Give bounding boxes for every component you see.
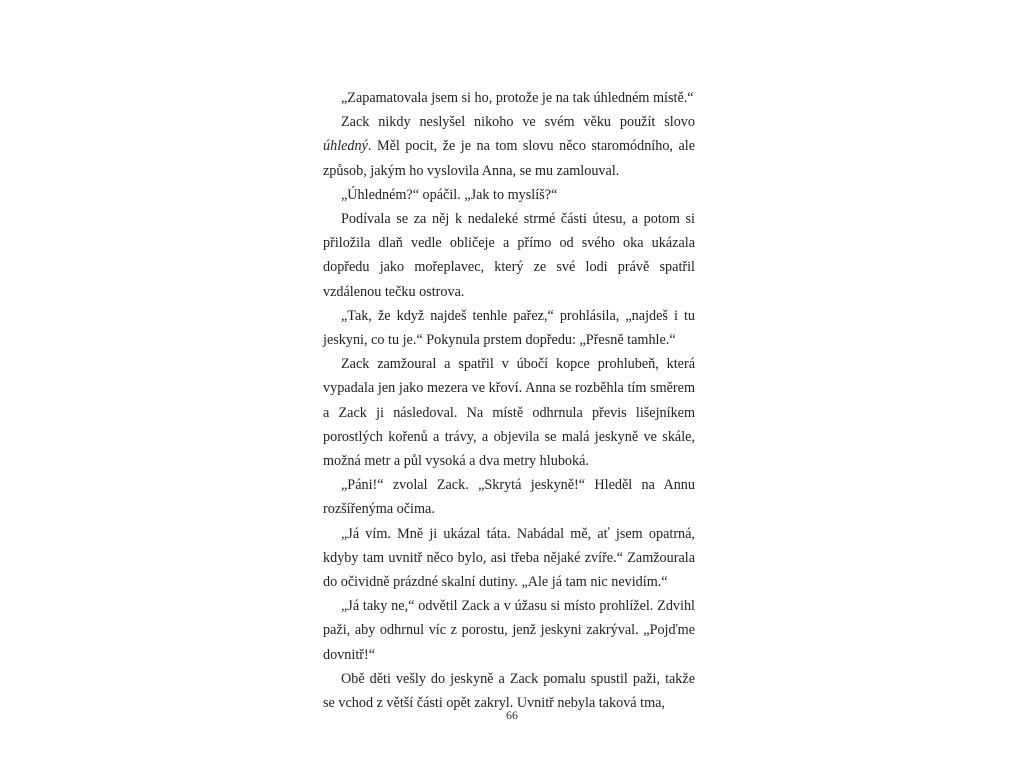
paragraph-9: „Já taky ne,“ odvětil Zack a v úžasu si místo prohlížel. Zdvihl paži, aby odhrnul víc z porostu, jenž jeskyni zakrýval. „Pojďme dovnitř!“ bbox=[323, 598, 695, 663]
paragraph-1: „Zapamatovala jsem si ho, protože je na tak úhledném místě.“ bbox=[341, 90, 694, 106]
paragraph-8: „Já vím. Mně ji ukázal táta. Nabádal mě, ať jsem opatrná, kdyby tam uvnitř něco bylo, asi třeba nějaké zvíře.“ Zamžourala do očividně prázdné skalní dutiny. „Ale já tam nic nevidím.“ bbox=[323, 525, 695, 591]
paragraph-7: „Páni!“ zvolal Zack. „Skrytá jeskyně!“ Hleděl na Annu rozšířenýma očima. bbox=[323, 477, 695, 518]
paragraph-2: Zack nikdy neslyšel nikoho ve svém věku použít slovo úhledný. Měl pocit, že je na tom slovu něco staromódního, ale způsob, jakým ho vyslovila Anna, se mu zamlouval. bbox=[323, 114, 695, 179]
paragraph-4: Podívala se za něj k nedaleké strmé části útesu, a potom si přiložila dlaň vedle obličeje a přímo od svého oka ukázala dopředu jako mořeplavec, který ze své lodi právě spatřil vzdálenou tečku ostrova. bbox=[323, 211, 695, 300]
paragraph-6: Zack zamžoural a spatřil v úbočí kopce prohlubeň, která vypadala jen jako mezera ve křoví. Anna se rozběhla tím směrem a Zack ji následoval. Na místě odhrnula převis lišejníkem porostlých kořenů a trávy, a objevila se malá jeskyně ve skále, možná metr a půl vysoká a dva metry hluboká. bbox=[323, 356, 695, 470]
paragraph-5: „Tak, že když najdeš tenhle pařez,“ prohlásila, „najdeš i tu jeskyni, co tu je.“ Pokynula prstem dopředu: „Přesně tamhle.“ bbox=[323, 307, 695, 349]
book-page-text bbox=[323, 86, 695, 715]
paragraph-3: „Úhledném?“ opáčil. „Jak to myslíš?“ bbox=[341, 186, 558, 203]
paragraph-10: Obě děti vešly do jeskyně a Zack pomalu spustil paži, takže se vchod z větší části opět zakryl. Uvnitř nebyla taková tma, bbox=[323, 670, 695, 712]
page-number: 66 bbox=[506, 708, 518, 722]
